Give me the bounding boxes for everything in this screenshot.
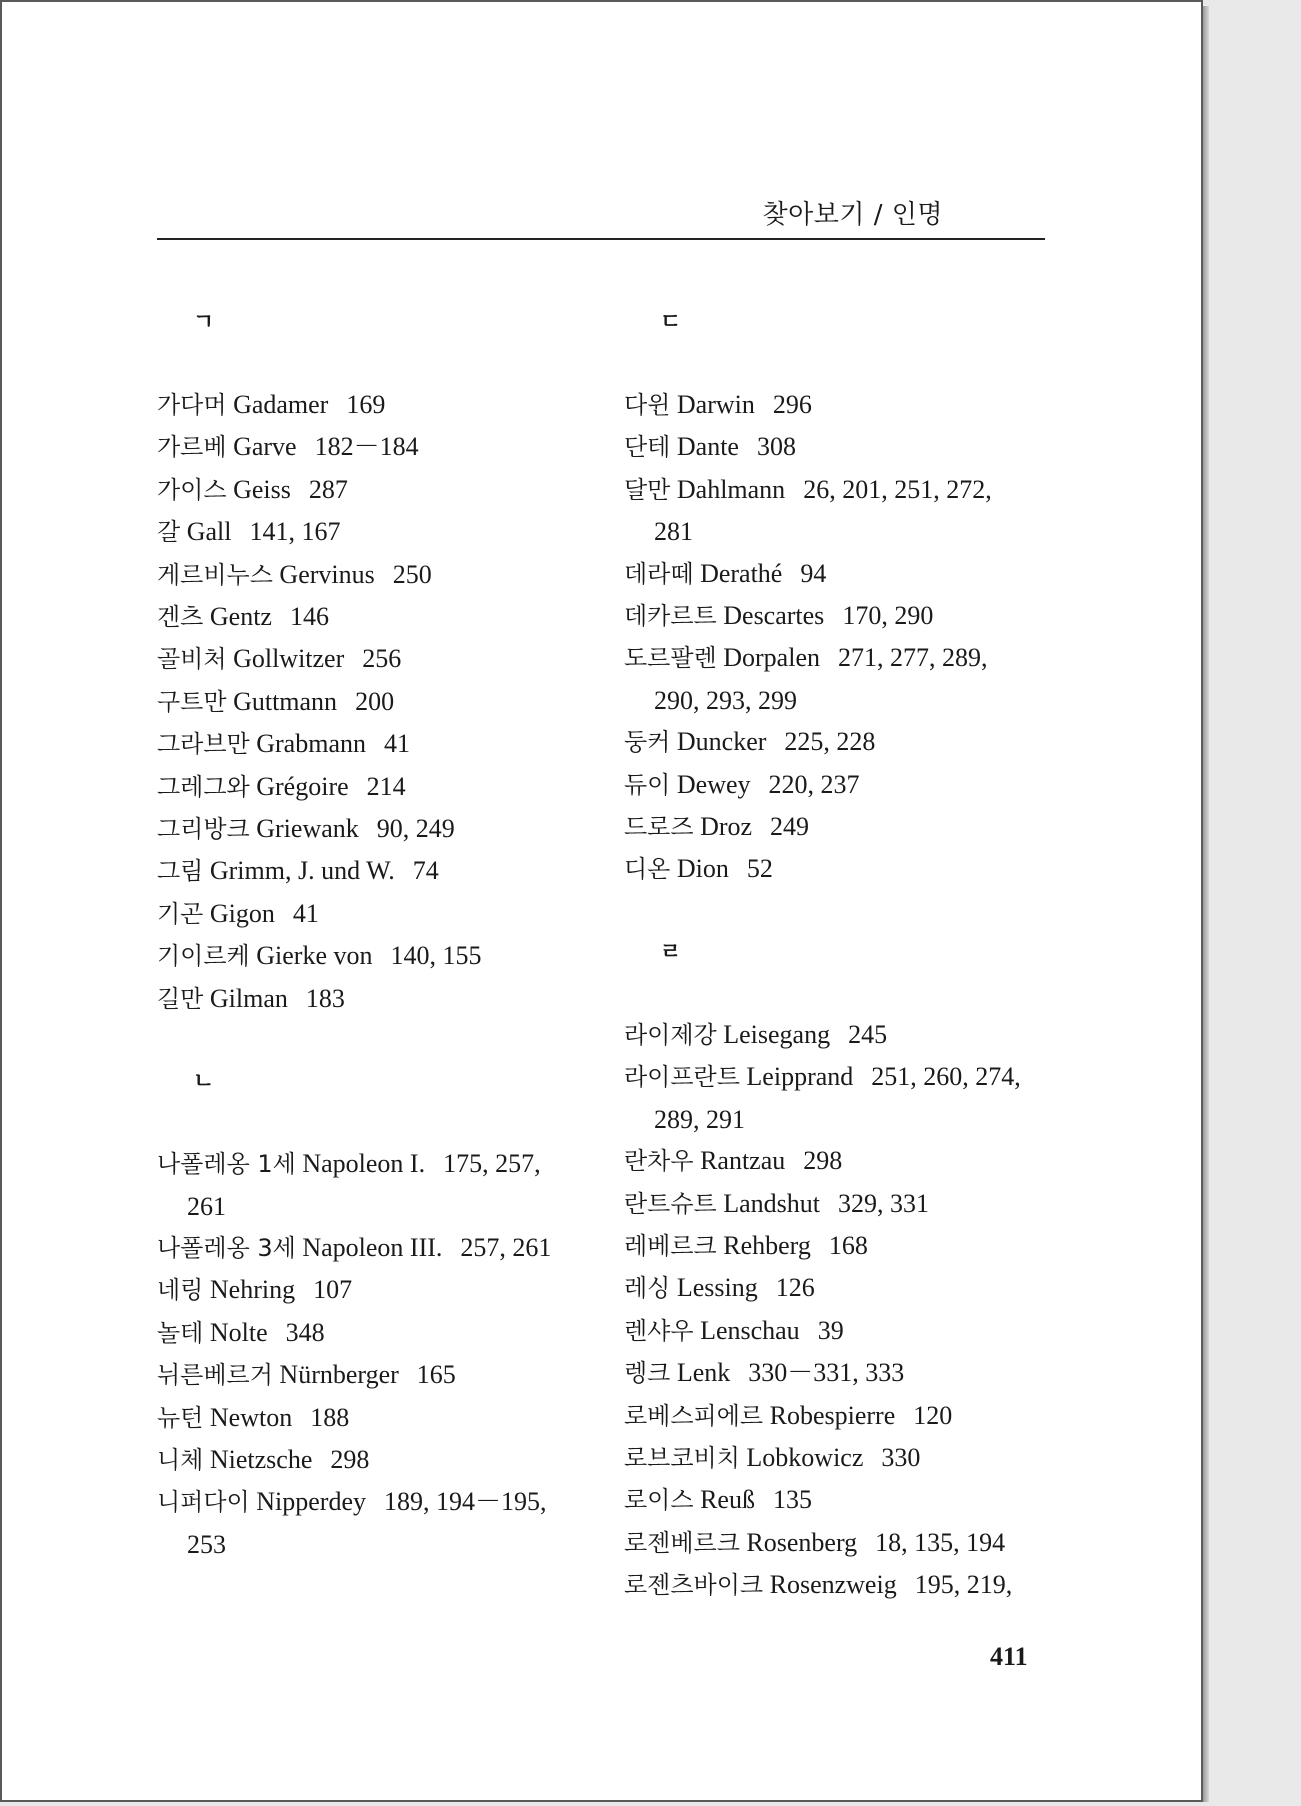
page-references: 249 [770, 812, 810, 842]
korean-name: 기이르케 [157, 942, 250, 971]
page-references: 200 [355, 686, 395, 716]
original-name: Nolte [209, 1317, 268, 1347]
index-entry [157, 978, 597, 1020]
page-references: 214 [366, 771, 406, 801]
original-name: Napoleon I. [302, 1149, 426, 1179]
original-name: Descartes [723, 601, 825, 631]
page-references: 120 [913, 1400, 953, 1430]
page-references: 169 [346, 390, 386, 419]
section-heading: ㄷ [660, 310, 682, 335]
page-references: 195, 219, [914, 1570, 1013, 1600]
original-name: Griewank [256, 814, 359, 844]
index-entry [624, 426, 1064, 468]
index-entry [624, 637, 1064, 721]
index-entry [157, 850, 597, 892]
original-name: Dorpalen [723, 643, 820, 673]
original-name: Geiss [233, 474, 291, 504]
index-entry [157, 766, 597, 808]
original-name: Gilman [209, 983, 288, 1013]
page-references: 74 [412, 856, 439, 886]
page-references: 329, 331 [838, 1188, 930, 1218]
original-name: Lenk [676, 1358, 731, 1388]
page-references: 26, 201, 251, 272, [803, 474, 992, 504]
index-entry [157, 1143, 597, 1227]
korean-name: 길만 [157, 984, 204, 1013]
index-entry [624, 764, 1064, 806]
korean-name: 렝크 [624, 1359, 671, 1388]
page-references: 182－184 [314, 432, 419, 462]
original-name: Robespierre [769, 1400, 896, 1430]
original-name: Grabmann [256, 729, 366, 759]
korean-name: 겐츠 [157, 603, 204, 632]
korean-name: 로이스 [624, 1486, 694, 1515]
korean-name: 란차우 [624, 1147, 694, 1176]
index-entry [624, 1183, 1064, 1225]
original-name: Gigon [209, 898, 275, 928]
page-references: 107 [313, 1275, 353, 1305]
original-name: Gentz [209, 602, 272, 632]
original-name: Reuß [700, 1485, 755, 1515]
index-entry [157, 384, 597, 426]
index-entry [157, 426, 597, 468]
korean-name: 다윈 [624, 391, 671, 419]
korean-name: 달만 [624, 475, 671, 504]
page-references-continued: 253 [187, 1529, 226, 1559]
original-name: Gollwitzer [233, 644, 345, 674]
original-name: Nipperdey [256, 1487, 366, 1517]
section-heading: ㄴ [193, 1069, 215, 1095]
original-name: Gierke von [256, 941, 373, 971]
korean-name: 로젠츠바이크 [624, 1571, 764, 1600]
korean-name: 데라떼 [624, 559, 694, 588]
original-name: Leipprand [746, 1062, 854, 1092]
page-references: 298 [330, 1444, 370, 1474]
korean-name: 나폴레옹 1세 [157, 1150, 296, 1179]
index-entry [624, 384, 1064, 426]
page-references: 18, 135, 194 [875, 1527, 1006, 1557]
original-name: Lessing [676, 1273, 758, 1303]
korean-name: 레싱 [624, 1274, 671, 1303]
index-entry [624, 1395, 1064, 1437]
index-entry [624, 1479, 1064, 1521]
original-name: Droz [700, 812, 753, 842]
header-rule [157, 238, 1045, 240]
korean-name: 뉘른베르거 [157, 1361, 273, 1390]
page-references: 126 [775, 1273, 815, 1303]
page-references: 52 [746, 854, 773, 884]
korean-name: 레베르크 [624, 1231, 717, 1260]
korean-name: 그라브만 [157, 730, 250, 759]
index-entry [157, 935, 597, 977]
index-entry [157, 723, 597, 765]
original-name: Darwin [676, 390, 755, 419]
original-name: Duncker [676, 727, 767, 757]
korean-name: 단테 [624, 433, 671, 462]
original-name: Garve [233, 432, 297, 462]
index-entry [624, 553, 1064, 595]
page-references: 135 [772, 1485, 812, 1515]
page-references: 256 [362, 644, 402, 674]
index-entry [624, 1437, 1064, 1479]
index-entry [624, 1267, 1064, 1309]
page-references: 141, 167 [249, 517, 341, 547]
original-name: Derathé [700, 558, 783, 588]
page-references: 175, 257, [443, 1149, 541, 1179]
korean-name: 니퍼다이 [157, 1488, 250, 1517]
page-references: 168 [828, 1230, 868, 1260]
original-name: Lobkowicz [746, 1442, 864, 1472]
original-name: Rosenberg [746, 1527, 858, 1557]
korean-name: 놀테 [157, 1318, 204, 1347]
index-entry [624, 1522, 1064, 1564]
page-references: 220, 237 [768, 769, 860, 799]
index-column-left [157, 302, 597, 1565]
page-references: 330－331, 333 [748, 1358, 905, 1388]
original-name: Rehberg [723, 1230, 811, 1260]
korean-name: 그리방크 [157, 815, 250, 844]
index-entry [157, 511, 597, 553]
korean-name: 로베스피에르 [624, 1401, 764, 1430]
korean-name: 둥커 [624, 728, 671, 757]
page-references: 245 [848, 1019, 888, 1049]
korean-name: 네링 [157, 1276, 204, 1305]
page-references: 287 [308, 474, 348, 504]
page-references: 94 [800, 558, 827, 588]
page-references-continued: 290, 293, 299 [654, 685, 797, 715]
korean-name: 드로즈 [624, 813, 694, 842]
original-name: Gall [186, 517, 232, 547]
original-name: Dahlmann [676, 474, 786, 504]
page-number: 411 [990, 1642, 1028, 1671]
index-entry [624, 1352, 1064, 1394]
page-references: 225, 228 [784, 727, 876, 757]
page-references: 250 [392, 559, 432, 589]
index-entry [157, 1439, 597, 1481]
korean-name: 게르비누스 [157, 560, 273, 589]
korean-name: 렌샤우 [624, 1316, 694, 1345]
korean-name: 나폴레옹 3세 [157, 1233, 296, 1262]
section-heading: ㄹ [660, 939, 682, 965]
original-name: Rosenzweig [769, 1570, 897, 1600]
index-entry [624, 1310, 1064, 1352]
original-name: Nürnberger [279, 1360, 399, 1390]
index-entry [157, 681, 597, 723]
index-entry [157, 1312, 597, 1354]
korean-name: 갈 [157, 518, 181, 547]
index-entry [157, 1227, 597, 1269]
page-references: 271, 277, 289, [838, 643, 988, 673]
original-name: Dewey [676, 769, 751, 799]
index-entry [157, 638, 597, 680]
page-references: 296 [772, 390, 812, 419]
index-entry [157, 808, 597, 850]
korean-name: 디온 [624, 855, 671, 884]
index-entry [624, 1014, 1064, 1056]
running-header: 찾아보기 / 인명 [762, 200, 943, 230]
original-name: Dion [676, 854, 729, 884]
page-references: 298 [803, 1146, 843, 1176]
original-name: Nietzsche [209, 1444, 313, 1474]
korean-name: 듀이 [624, 770, 671, 799]
original-name: Grimm, J. und W. [209, 856, 395, 886]
page-references-continued: 281 [654, 517, 693, 547]
korean-name: 도르팔렌 [624, 644, 717, 673]
original-name: Dante [676, 432, 739, 462]
index-column-right [624, 302, 1064, 1607]
page-references: 146 [289, 602, 329, 632]
page-references: 165 [416, 1360, 456, 1390]
korean-name: 구트만 [157, 687, 227, 716]
original-name: Landshut [723, 1188, 821, 1218]
index-entry [157, 1397, 597, 1439]
page-references: 257, 261 [460, 1232, 552, 1262]
index-entry [157, 893, 597, 935]
korean-name: 그레그와 [157, 772, 250, 801]
page-references: 140, 155 [390, 941, 482, 971]
index-entry [157, 1481, 597, 1565]
original-name: Leisegang [723, 1019, 831, 1049]
korean-name: 라이제강 [624, 1020, 717, 1049]
page-references: 90, 249 [376, 814, 455, 844]
korean-name: 가다머 [157, 391, 227, 419]
page-references: 41 [384, 729, 410, 759]
korean-name: 골비처 [157, 645, 227, 674]
korean-name: 니체 [157, 1445, 204, 1474]
page-references: 188 [310, 1402, 350, 1432]
page-references: 183 [305, 983, 345, 1013]
index-entry [157, 596, 597, 638]
index-entry [624, 1564, 1064, 1606]
index-entry [624, 1056, 1064, 1140]
index-entry [157, 554, 597, 596]
korean-name: 라이프란트 [624, 1063, 740, 1092]
korean-name: 로브코비치 [624, 1443, 740, 1472]
index-entry [624, 469, 1064, 553]
original-name: Gadamer [233, 390, 329, 419]
page-references: 251, 260, 274, [871, 1062, 1021, 1092]
page-edge-shadow [1203, 6, 1209, 1802]
korean-name: 로젠베르크 [624, 1528, 740, 1557]
index-entry [624, 595, 1064, 637]
page-references: 308 [756, 432, 796, 462]
original-name: Gervinus [279, 559, 375, 589]
page-references: 189, 194－195, [384, 1487, 547, 1517]
index-entry [157, 1354, 597, 1396]
original-name: Newton [209, 1402, 293, 1432]
korean-name: 그림 [157, 857, 204, 886]
page-references-continued: 289, 291 [654, 1104, 745, 1134]
page-references-continued: 261 [187, 1191, 226, 1221]
korean-name: 란트슈트 [624, 1189, 717, 1218]
index-entry [624, 1225, 1064, 1267]
page-references: 348 [285, 1317, 325, 1347]
original-name: Napoleon III. [302, 1232, 443, 1262]
korean-name: 가르베 [157, 433, 227, 462]
original-name: Guttmann [233, 686, 338, 716]
index-entry [624, 721, 1064, 763]
index-entry [624, 806, 1064, 848]
original-name: Lenschau [700, 1315, 800, 1345]
korean-name: 가이스 [157, 475, 227, 504]
korean-name: 데카르트 [624, 602, 717, 631]
page-references: 170, 290 [842, 601, 934, 631]
original-name: Rantzau [700, 1146, 786, 1176]
original-name: Grégoire [256, 771, 349, 801]
index-entry [624, 1140, 1064, 1182]
original-name: Nehring [209, 1275, 296, 1305]
page-references: 330 [881, 1442, 921, 1472]
section-heading: ㄱ [193, 310, 215, 335]
index-entry [157, 469, 597, 511]
index-entry [624, 848, 1064, 890]
page-references: 41 [292, 898, 319, 928]
korean-name: 기곤 [157, 899, 204, 928]
page-references: 39 [817, 1315, 844, 1345]
korean-name: 뉴턴 [157, 1403, 204, 1432]
index-entry [157, 1269, 597, 1311]
